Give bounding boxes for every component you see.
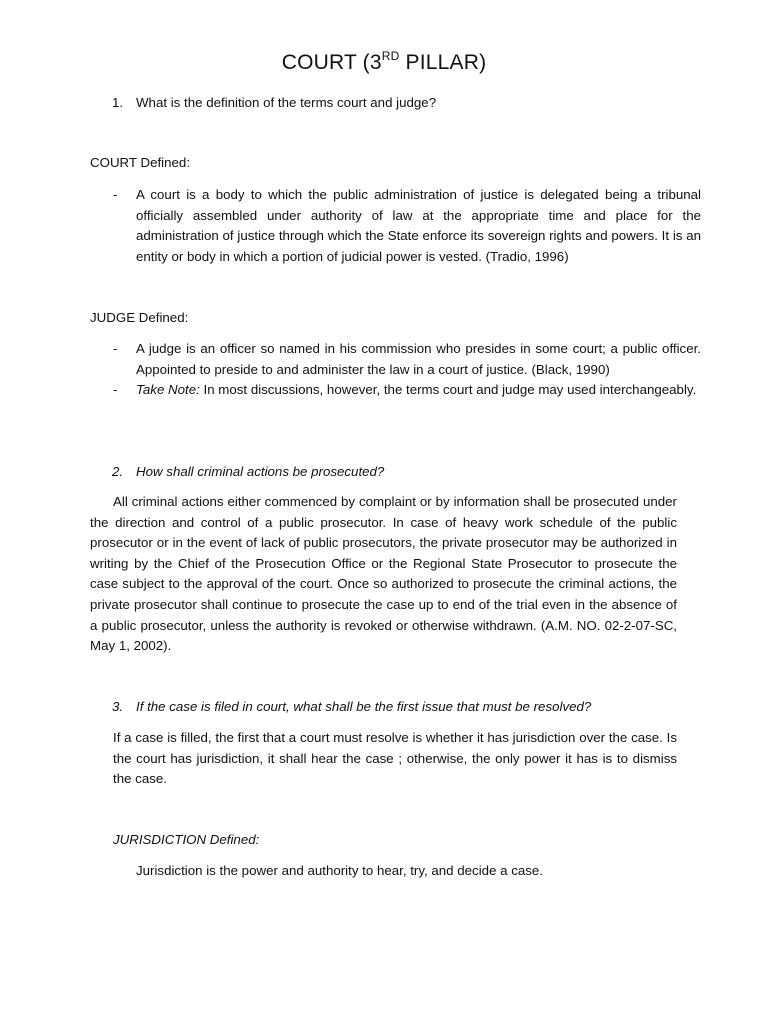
bullet-dash: - — [113, 187, 118, 202]
take-note-label: Take Note: — [136, 382, 200, 398]
list-item — [113, 185, 701, 267]
bullet-dash: - — [113, 382, 118, 398]
question-3-answer: If a case is filled, the first that a court must resolve is whether it has jurisdiction over the case. Is the court has jurisdiction, it shall hear the case ; otherwise, the only power it has is to dismiss the case. — [113, 730, 677, 787]
question-2 — [112, 462, 692, 483]
title-tail: PILLAR) — [399, 51, 487, 74]
question-1 — [112, 93, 692, 114]
judge-bullet-list — [0, 339, 701, 401]
list-item — [113, 380, 701, 401]
question-3 — [112, 697, 692, 718]
list-item — [113, 339, 701, 380]
judge-definition: A judge is an officer so named in his commission who presides in some court; a public officer. Appointed to preside to and administer the law in a court of justice. (Black, 1990) — [136, 341, 701, 377]
title-text: COURT (3 — [281, 51, 382, 74]
court-bullet-list — [0, 185, 701, 267]
jurisdiction-heading: JURISDICTION Defined: — [113, 832, 260, 847]
court-heading: COURT Defined: — [90, 155, 191, 170]
bullet-dash: - — [113, 341, 118, 356]
title-superscript: RD — [381, 49, 400, 63]
question-text: What is the definition of the terms court and judge? — [136, 95, 437, 110]
question-number: 1. — [112, 95, 124, 110]
question-number: 2. — [112, 464, 124, 479]
question-text: If the case is filed in court, what shall be the first issue that must be resolved? — [136, 699, 592, 714]
question-number: 3. — [112, 699, 124, 714]
question-2-answer: All criminal actions either commenced by complaint or by information shall be prosecuted under the direction and control of a public prosecutor. In case of heavy work schedule of the public prosecutor or in the event of lack of public prosecutors, the private prosecutor may be authorized in writing by the Chief of the Prosecution Office or the Regional State Prosecutor to prosecute the case subject to the approval of the court. Once so authorized to prosecute the criminal actions, the private prosecutor shall continue to prosecute the case up to end of the trial even in the absence of a public prosecutor, unless the authority is revoked or otherwise withdrawn. (A.M. NO. 02-2-07-SC, May 1, 2002). — [90, 494, 677, 654]
jurisdiction-definition: Jurisdiction is the power and authority to hear, try, and decide a case. — [136, 863, 544, 878]
page-title — [0, 48, 768, 78]
judge-heading: JUDGE Defined: — [90, 310, 189, 325]
question-text: How shall criminal actions be prosecuted? — [136, 464, 385, 479]
court-definition: A court is a body to which the public administration of justice is delegated being a tribunal officially assembled under authority of law at the appropriate time and place for the administration of justice through which the State enforce its sovereign rights and powers. It is an entity or body in which a portion of judicial power is vested. (Tradio, 1996) — [136, 187, 701, 264]
take-note-text: In most discussions, however, the terms court and judge may used interchangeably. — [199, 382, 697, 398]
